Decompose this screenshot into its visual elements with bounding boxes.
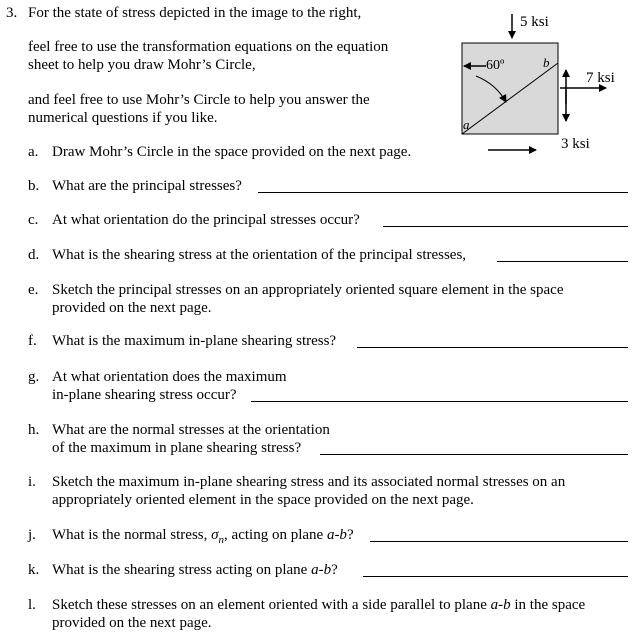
plane-label-a: a [463, 117, 470, 132]
top-stress-label: 5 ksi [520, 14, 549, 30]
answer-line-b[interactable] [258, 192, 628, 193]
intro-line-4: and feel free to use Mohr’s Circle to help you answer the [28, 92, 370, 108]
question-l-text-1 [52, 596, 585, 614]
question-h-text-1: What are the normal stresses at the orientation [52, 422, 330, 438]
question-l-part-1: Sketch these stresses on an element oriented with a side parallel to plane [52, 597, 491, 613]
question-f-letter: f. [28, 333, 37, 349]
answer-line-j[interactable] [370, 541, 628, 542]
question-c-letter: c. [28, 212, 39, 228]
shear-stress-label: 3 ksi [561, 136, 590, 152]
question-j-text [52, 526, 354, 549]
answer-line-h[interactable] [320, 454, 628, 455]
question-l-letter: l. [28, 597, 36, 613]
question-l-part-2: in the space [510, 597, 586, 613]
sigma-subscript: n [218, 534, 225, 546]
question-a-text: Draw Mohr’s Circle in the space provided on the next page. [52, 144, 412, 160]
intro-line-3: sheet to help you draw Mohr’s Circle, [28, 57, 256, 73]
question-i-letter: i. [28, 474, 36, 490]
question-b-letter: b. [28, 178, 40, 194]
problem-number: 3. [6, 5, 18, 21]
angle-label: 60º [486, 58, 505, 73]
question-b-text: What are the principal stresses? [52, 178, 242, 194]
question-k-part-1: What is the shearing stress acting on plane [52, 562, 312, 578]
question-l-plane: a-b [490, 597, 511, 613]
intro-line-5: numerical questions if you like. [28, 110, 218, 126]
intro-line-2: feel free to use the transformation equations on the equation [28, 39, 389, 55]
answer-line-d[interactable] [497, 261, 628, 262]
question-j-part-2: , acting on plane [224, 527, 327, 543]
question-a-letter: a. [28, 144, 39, 160]
answer-line-c[interactable] [383, 226, 628, 227]
answer-line-g[interactable] [251, 401, 628, 402]
question-j-part-1: What is the normal stress, [52, 527, 212, 543]
question-h-letter: h. [28, 422, 40, 438]
intro-line-1: For the state of stress depicted in the image to the right, [28, 5, 362, 21]
question-h-text-2: of the maximum in plane shearing stress? [52, 440, 302, 456]
question-g-text-2: in-plane shearing stress occur? [52, 387, 237, 403]
question-l-text-2: provided on the next page. [52, 615, 212, 631]
question-g-text-1: At what orientation does the maximum [52, 369, 287, 385]
question-g-letter: g. [28, 369, 40, 385]
sigma-symbol: σ [211, 527, 219, 543]
answer-line-f[interactable] [357, 347, 628, 348]
question-i-text-1: Sketch the maximum in-plane shearing stress and its associated normal stresses on an [52, 474, 566, 490]
question-k-letter: k. [28, 562, 40, 578]
question-e-letter: e. [28, 282, 39, 298]
question-e-text-1: Sketch the principal stresses on an appropriately oriented square element in the space [52, 282, 564, 298]
question-f-text: What is the maximum in-plane shearing stress? [52, 333, 337, 349]
stress-element-figure [455, 5, 633, 165]
question-k-text [52, 561, 338, 579]
question-d-text: What is the shearing stress at the orientation of the principal stresses, [52, 247, 467, 263]
plane-label-b: b [543, 55, 550, 70]
question-k-plane: a-b [311, 562, 332, 578]
question-e-text-2: provided on the next page. [52, 300, 212, 316]
question-i-text-2: appropriately oriented element in the space provided on the next page. [52, 492, 474, 508]
question-c-text: At what orientation do the principal stresses occur? [52, 212, 360, 228]
question-j-letter: j. [28, 527, 36, 543]
answer-line-k[interactable] [363, 576, 628, 577]
question-d-letter: d. [28, 247, 40, 263]
question-j-part-3: ? [346, 527, 354, 543]
right-stress-label: 7 ksi [586, 70, 615, 86]
question-k-part-2: ? [331, 562, 338, 578]
question-j-plane: a-b [326, 527, 347, 543]
